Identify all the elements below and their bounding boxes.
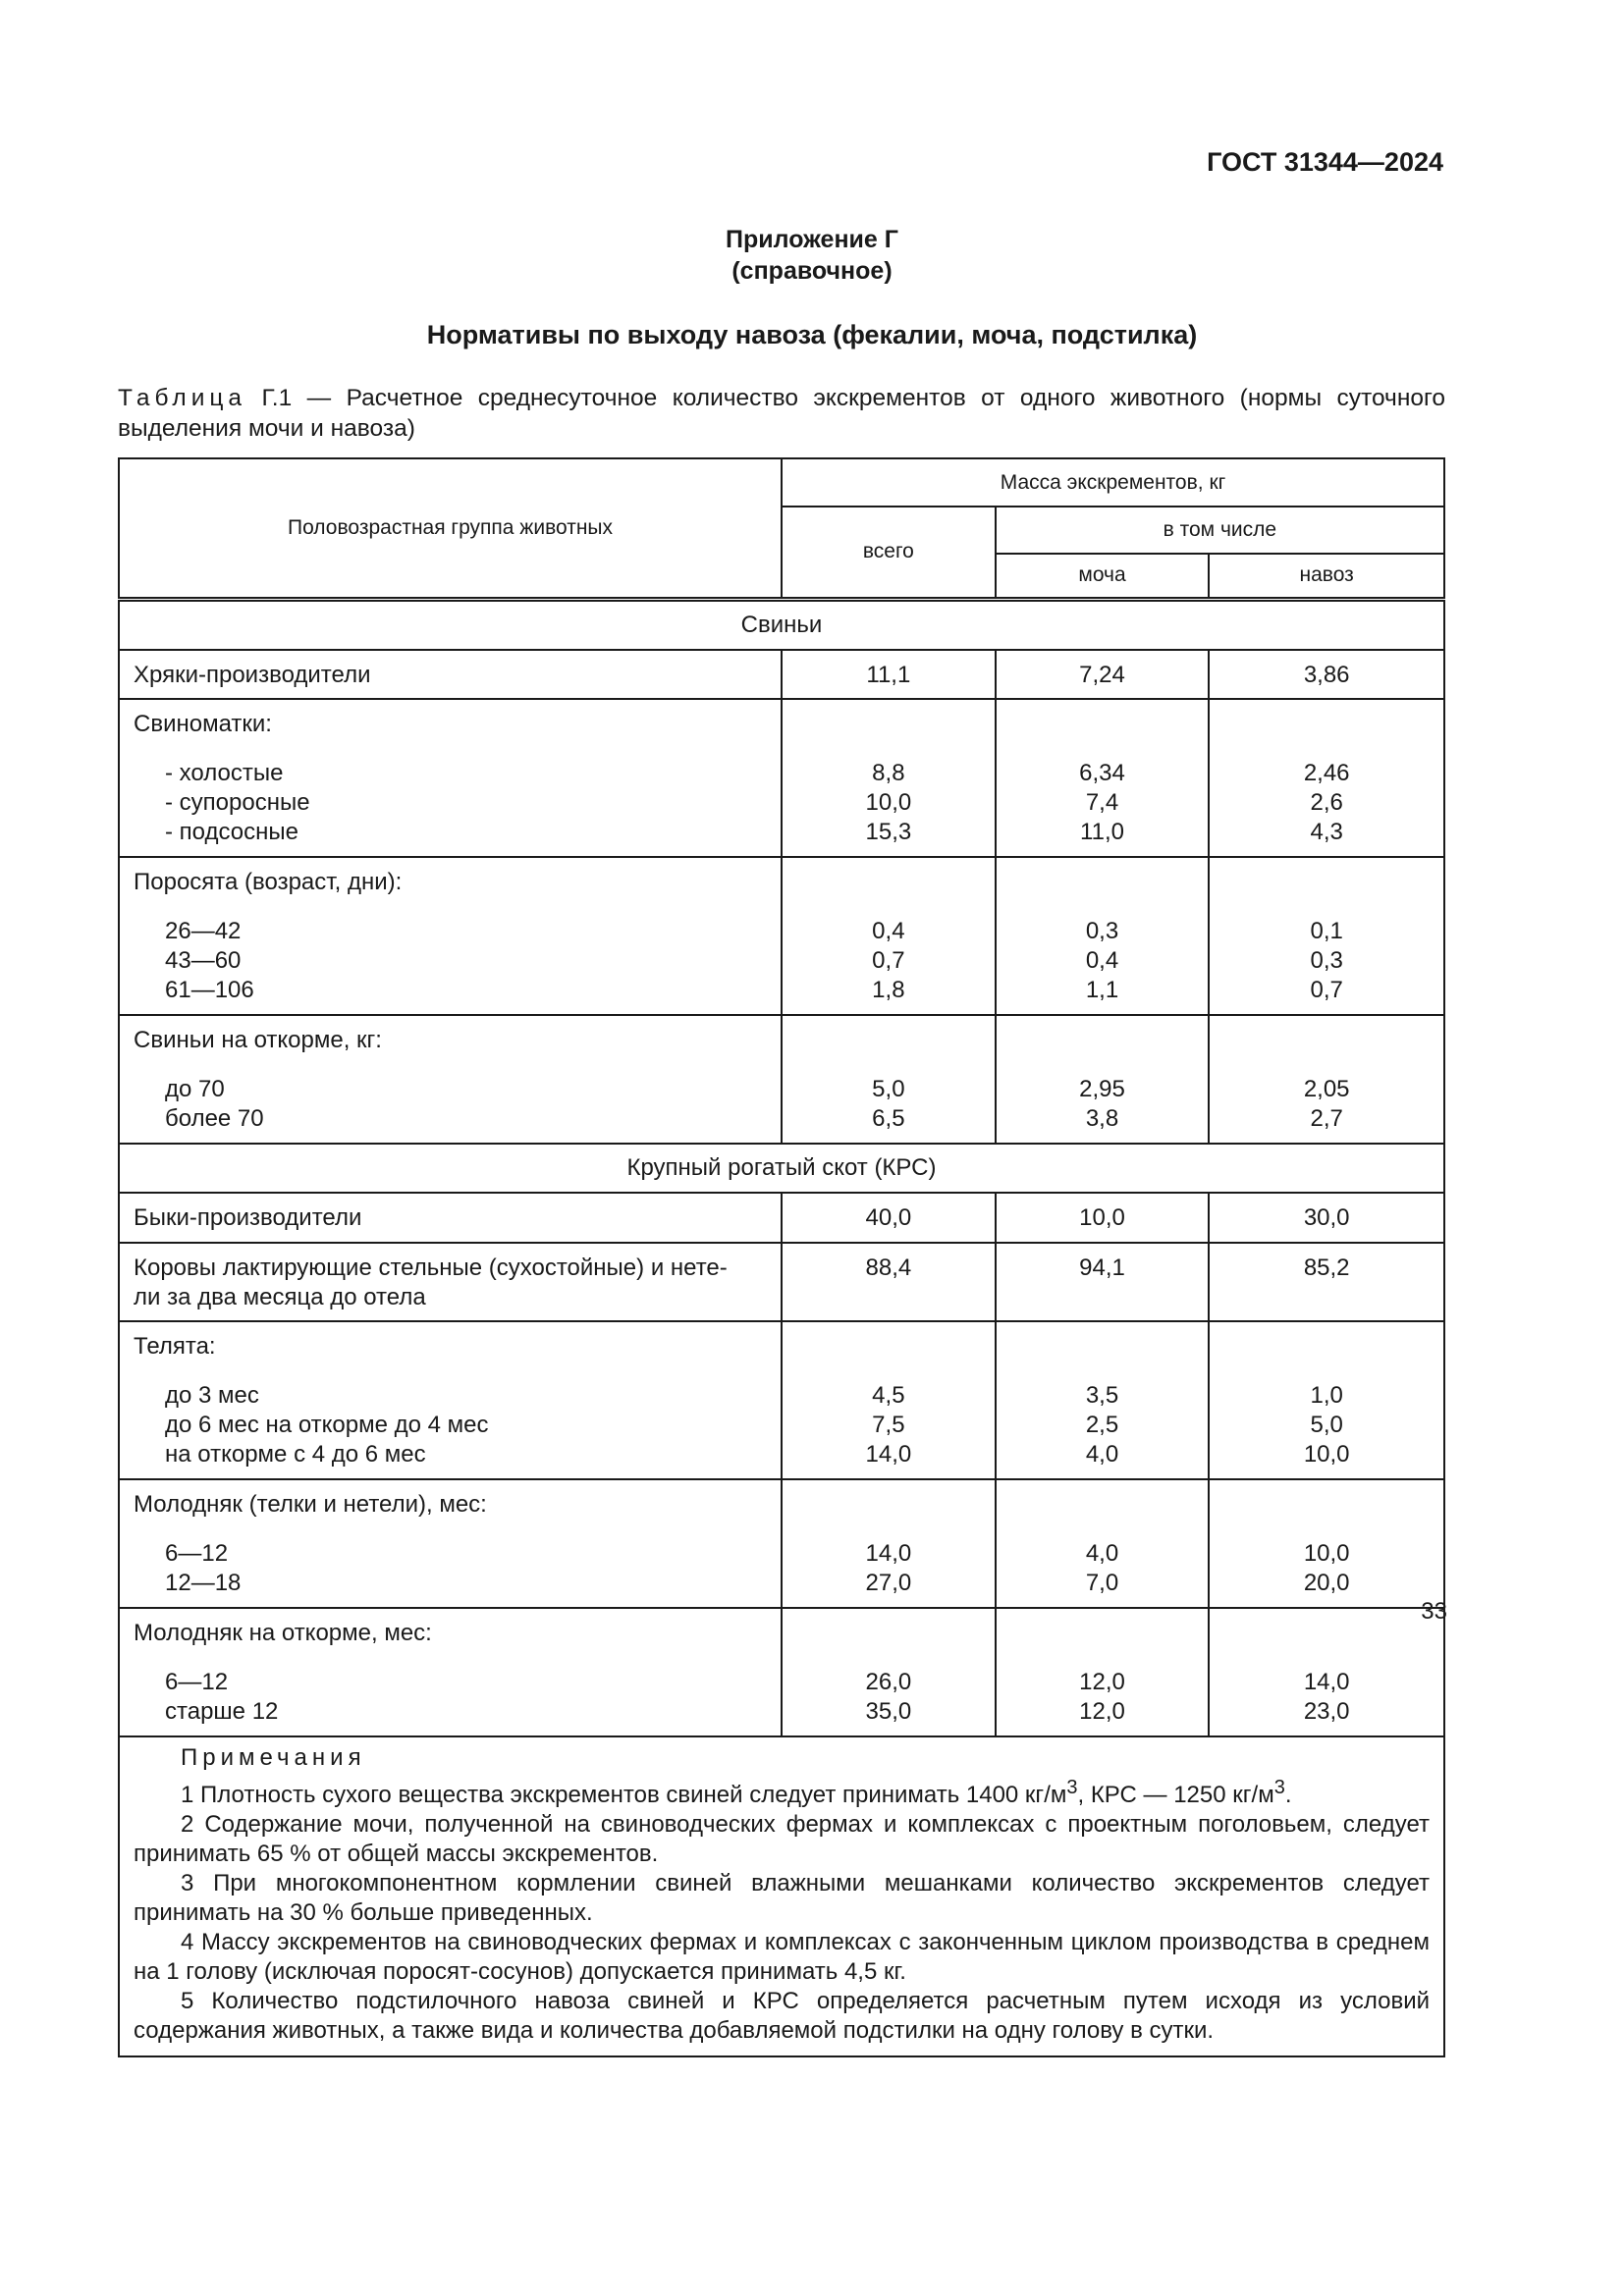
table-row	[119, 1321, 1444, 1479]
subrow-label: старше 12	[165, 1698, 279, 1725]
cell-urine: 7,24	[996, 650, 1210, 699]
subrow-label: 61—106	[165, 977, 254, 1003]
cell-total: 88,4	[782, 1243, 996, 1321]
appendix-subtitle: (справочное)	[731, 257, 893, 285]
subrow-label: на откорме с 4 до 6 мес	[165, 1441, 426, 1468]
group-label: Телята:	[134, 1333, 216, 1360]
notes-row	[119, 1736, 1444, 2056]
cell-urine: 0,3 0,4 1,1	[996, 857, 1210, 1015]
header-including: в том числе	[996, 507, 1444, 554]
table-caption	[118, 383, 1445, 444]
row-label: Быки-производители	[119, 1193, 782, 1243]
cell-urine: 3,5 2,5 4,0	[996, 1321, 1210, 1479]
cell-total: 8,8 10,0 15,3	[782, 699, 996, 857]
table-row	[119, 1243, 1444, 1321]
page-number: 33	[1421, 1598, 1447, 1625]
subrow-label: 26—42	[165, 918, 242, 944]
note-4: 4 Массу экскрементов на свиноводческих фермах и комплексах с законченным циклом производства в среднем на 1 голову (исключая поросят-сосунов) допускается принимать 4,5 кг.	[134, 1929, 1430, 1985]
cell-urine: 4,0 7,0	[996, 1479, 1210, 1608]
cell-manure: 14,0 23,0	[1209, 1608, 1444, 1736]
table-row	[119, 650, 1444, 699]
row-label: Коровы лактирующие стельные (сухостойные) и нете- ли за два месяца до отела	[119, 1243, 782, 1321]
subrow-label: 6—12	[165, 1669, 229, 1695]
row-label	[119, 857, 782, 1015]
subrow-label: 43—60	[165, 947, 242, 974]
table-caption-label: Таблица	[118, 385, 247, 411]
subrow-label: 12—18	[165, 1570, 242, 1596]
appendix-heading	[0, 224, 1624, 287]
cell-urine: 10,0	[996, 1193, 1210, 1243]
section-row	[119, 599, 1444, 650]
cell-manure: 3,86	[1209, 650, 1444, 699]
row-label	[119, 1321, 782, 1479]
table-row	[119, 699, 1444, 857]
document-title: Нормативы по выходу навоза (фекалии, моча, подстилка)	[426, 320, 1198, 349]
row-label	[119, 1608, 782, 1736]
cell-urine: 12,0 12,0	[996, 1608, 1210, 1736]
cell-manure: 10,0 20,0	[1209, 1479, 1444, 1608]
cell-total: 26,0 35,0	[782, 1608, 996, 1736]
row-label	[119, 699, 782, 857]
row-label: Хряки-производители	[119, 650, 782, 699]
header-row	[119, 458, 1444, 507]
subrow-label: - подсосные	[165, 819, 298, 845]
subrow-label: до 70	[165, 1076, 225, 1102]
table-row	[119, 1015, 1444, 1144]
row-label	[119, 1479, 782, 1608]
appendix-title: Приложение Г	[726, 226, 898, 253]
cell-total: 14,0 27,0	[782, 1479, 996, 1608]
note-3: 3 При многокомпонентном кормлении свиней влажными мешанками количество экскрементов следует принимать на 30 % больше приведенных.	[134, 1870, 1430, 1926]
row-label	[119, 1015, 782, 1144]
cell-urine: 2,95 3,8	[996, 1015, 1210, 1144]
subrow-label: до 6 мес на откорме до 4 мес	[165, 1412, 489, 1438]
header-manure: навоз	[1209, 554, 1444, 599]
group-label: Свиньи на откорме, кг:	[134, 1027, 382, 1053]
notes-cell	[119, 1736, 1444, 2056]
table-caption-text: Г.1 — Расчетное среднесуточное количество экскрементов от одного животного (нормы суточного выделения мочи и навоза)	[118, 385, 1445, 442]
header-total: всего	[782, 507, 996, 599]
note-2: 2 Содержание мочи, полученной на свиноводческих фермах и комплексах с проектным поголовьем, следует принимать 65 % от общей массы экскрементов.	[134, 1811, 1430, 1867]
cell-urine: 6,34 7,4 11,0	[996, 699, 1210, 857]
subrow-label: - холостые	[165, 760, 284, 786]
header-group: Половозрастная группа животных	[119, 458, 782, 599]
group-label: Молодняк на откорме, мес:	[134, 1620, 432, 1646]
table-row	[119, 1608, 1444, 1736]
subrow-label: - супоросные	[165, 789, 310, 816]
group-label: Свиноматки:	[134, 711, 272, 737]
subrow-label: до 3 мес	[165, 1382, 259, 1409]
header-mass: Масса экскрементов, кг	[782, 458, 1444, 507]
excrement-table	[118, 457, 1445, 2057]
cell-manure: 1,0 5,0 10,0	[1209, 1321, 1444, 1479]
header-urine: моча	[996, 554, 1210, 599]
table-row	[119, 857, 1444, 1015]
cell-total: 40,0	[782, 1193, 996, 1243]
group-label: Поросята (возраст, дни):	[134, 869, 403, 895]
cell-total: 5,0 6,5	[782, 1015, 996, 1144]
table-row	[119, 1193, 1444, 1243]
cell-manure: 85,2	[1209, 1243, 1444, 1321]
standard-code: ГОСТ 31344—2024	[1207, 147, 1443, 177]
table-row	[119, 1479, 1444, 1608]
cell-total: 0,4 0,7 1,8	[782, 857, 996, 1015]
subrow-label: более 70	[165, 1105, 264, 1132]
cell-total: 11,1	[782, 650, 996, 699]
note-5: 5 Количество подстилочного навоза свиней и КРС определяется расчетным путем исходя из условий содержания животных, а также вида и количества добавляемой подстилки на одну голову в сутки.	[134, 1988, 1430, 2044]
note-1: 1 Плотность сухого вещества экскрементов свиней следует принимать 1400 $кг/м^3$, КРС — 1250 $кг/м^3$.	[181, 1777, 1292, 1808]
cell-manure: 0,1 0,3 0,7	[1209, 857, 1444, 1015]
cell-manure: 2,05 2,7	[1209, 1015, 1444, 1144]
group-label: Молодняк (телки и нетели), мес:	[134, 1491, 487, 1518]
section-pigs: Свиньи	[119, 599, 1444, 650]
subrow-label: 6—12	[165, 1540, 229, 1567]
section-row	[119, 1144, 1444, 1193]
cell-total: 4,5 7,5 14,0	[782, 1321, 996, 1479]
cell-manure: 2,46 2,6 4,3	[1209, 699, 1444, 857]
cell-urine: 94,1	[996, 1243, 1210, 1321]
section-cattle: Крупный рогатый скот (КРС)	[119, 1144, 1444, 1193]
notes-heading: Примечания	[181, 1744, 366, 1771]
cell-manure: 30,0	[1209, 1193, 1444, 1243]
